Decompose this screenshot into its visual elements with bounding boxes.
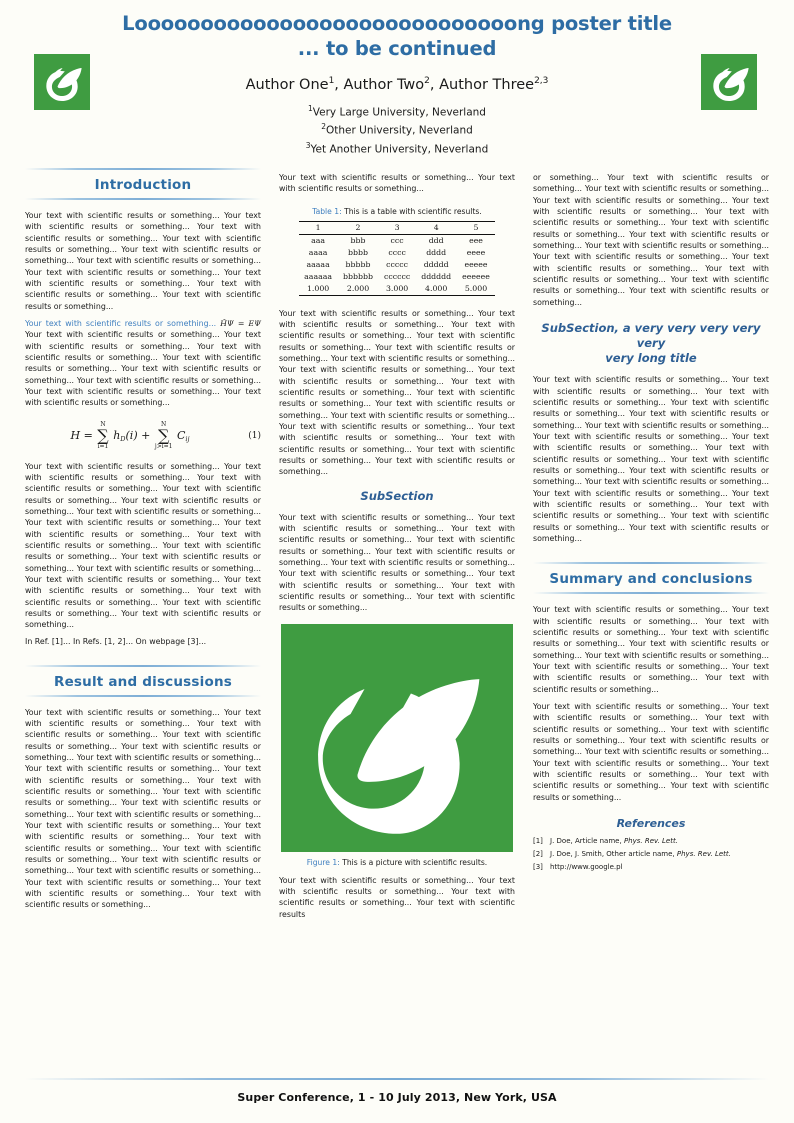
table-row — [299, 259, 496, 271]
summation-2-icon: N ∑ j>i=1 — [154, 420, 173, 450]
table-header-cell: 2 — [338, 221, 379, 234]
table-caption-text: This is a table with scientific results. — [344, 206, 482, 216]
table-caption-label: Table 1: — [312, 206, 342, 216]
reference-journal: Phys. Rev. Lett. — [623, 836, 678, 845]
affiliation-3-mark: 3 — [305, 141, 311, 150]
table-cell: eeee — [466, 248, 486, 258]
equation-lhs: H — [70, 428, 81, 442]
reference-link[interactable]: http://www.google.pl — [550, 863, 623, 872]
table-cell: dddddd — [421, 272, 452, 282]
reference-main-text: J. Doe, Article name, — [550, 836, 624, 845]
equation-plus: + — [141, 428, 151, 442]
inline-formula: ĤΨ = EΨ — [220, 318, 261, 328]
equation-number: (1) — [248, 430, 261, 441]
conference-info: Super Conference, 1 - 10 July 2013, New York, USA — [237, 1091, 557, 1104]
logo-left — [34, 54, 90, 110]
table-cell: eeeeee — [462, 272, 490, 282]
figure-caption-text: This is a picture with scientific results. — [342, 857, 488, 867]
reference-item — [533, 836, 769, 846]
table-cell: ccccc — [386, 260, 409, 270]
reference-item — [533, 862, 769, 872]
table-cell: 3.000 — [379, 283, 416, 296]
summation-1-icon: N ∑ i=1 — [97, 420, 109, 450]
table-cell: 2.000 — [338, 283, 379, 296]
paragraph-mid-after-figure: Your text with scientific results or something... Your text with scientific results or something... Your text with scientific results or something... Your text with scientific results — [279, 875, 515, 919]
table-header-row — [299, 221, 496, 234]
logo-right — [701, 54, 757, 110]
table-header-cell: 1 — [299, 221, 338, 234]
subsection-heading-right-line-1: SubSection, a very very very very very — [541, 320, 761, 351]
table-cell: bbb — [338, 234, 379, 247]
table-cell: ddddd — [423, 260, 449, 270]
table-cell: bbbb — [348, 248, 368, 258]
table-cell: ccc — [379, 234, 416, 247]
paragraph-intro-1: Your text with scientific results or something... Your text with scientific results or something... Your text with scientific results or something... Your text with scientific results or something... Your text with scientific results or something... Your text with scientific results or something... Your text with scientific results or something... Your text with scientific results or something... Your text with scientific results or something... Your text with scientific results or something... — [25, 211, 261, 311]
references-heading: References — [616, 816, 686, 830]
paragraph-right-top: or something... Your text with scientific results or something... Your text with scientific results or something... Your text with scientific results or something... Your text with scientific results or something... Your text with scientific results or something... Your text with scientific results or something... Your text with scientific results or something... Your text with scientific results or something... Your text with scientific results or something... Your text with scientific results or something... Your text with scientific results or something... Your text with scientific results or something... Your text with scientific results or something... — [533, 173, 769, 307]
subsection-heading-right-line-2: very long title — [605, 351, 697, 366]
table-cell: eee — [457, 234, 496, 247]
page-title — [110, 12, 684, 62]
table-header-cell: 3 — [379, 221, 416, 234]
section-heading-results: Result and discussions — [25, 665, 261, 697]
author-2-marks: 2 — [424, 76, 430, 86]
table-cell: cccccc — [384, 272, 411, 282]
reference-journal: Phys. Rev. Lett. — [676, 850, 731, 859]
author-1-marks: 1 — [328, 76, 335, 86]
reference-main-text: J. Doe, J. Smith, Other article name, — [550, 850, 677, 859]
equation-term-2-sub: ij — [185, 434, 190, 443]
table-cell: bbbbb — [345, 260, 371, 270]
table-cell: 1.000 — [299, 283, 338, 296]
table-cell: bbbbbb — [343, 272, 373, 282]
author-3-name: Author Three — [439, 76, 535, 93]
table-cell: 4.000 — [416, 283, 457, 296]
summation-2-upper: N — [161, 420, 167, 428]
author-1-name: Author One — [245, 76, 329, 93]
reference-item — [533, 849, 769, 859]
author-2-name: Author Two — [343, 76, 425, 93]
reference-number: [3] — [533, 863, 543, 872]
paragraph-results-1: Your text with scientific results or something... Your text with scientific results or something... Your text with scientific results or something... Your text with scientific results or something... Your text with scientific results or something... Your text with scientific results or something... Your text with scientific results or something... Your text with scientific results or something... Your text with scientific results or something... Your text with scientific results or something... Your text with scientific results or something... Your text with scientific results or something... Your text with scientific results or something... Your text with scientific results or something... Your text with scientific results or something... Your text with scientific results or something... Your text with scientific results or something... Your text with scientific results or something... Your text with scientific results or something... Your text with scientific results or something... Your text with scientific results or something... — [25, 707, 261, 910]
table-cell: cccc — [388, 248, 406, 258]
affiliation-3 — [110, 141, 684, 156]
results-table — [299, 221, 496, 296]
paragraph-mid-subsection: Your text with scientific results or something... Your text with scientific results or something... Your text with scientific results or something... Your text with scientific results or something... Your text with scientific results or something... Your text with scientific results or something... Your text with scientific results or something... Your text with scientific results or something... Your text with scientific results or something... Your text with scientific results or something... — [279, 512, 515, 613]
affiliation-3-text: Yet Another University, Neverland — [310, 143, 489, 156]
column-right — [533, 166, 769, 875]
table-cell: aaaa — [308, 248, 328, 258]
paragraph-summary-2: Your text with scientific results or something... Your text with scientific results or something... Your text with scientific results or something... Your text with scientific results or something... Your text with scientific results or something... Your text with scientific results or something... Your text with scientific results or something... Your text with scientific results or something... Your text with scientific results or something... Your text with scientific results or something... — [533, 702, 769, 802]
overleaf-logo-large-icon — [281, 624, 513, 852]
summation-1-lower: i=1 — [97, 442, 109, 450]
figure-image — [281, 624, 513, 852]
equation-term-2-var: C — [177, 428, 186, 442]
paragraph-summary-1: Your text with scientific results or something... Your text with scientific results or something... Your text with scientific results or something... Your text with scientific results or something... Your text with scientific results or something... Your text with scientific results or something... Your text with scientific results or something... Your text with scientific results or something... Your text with scientific results or something... — [533, 605, 769, 694]
poster-footer — [25, 1078, 769, 1104]
table-cell: eeeee — [464, 260, 488, 270]
subsection-heading-right — [533, 321, 769, 367]
paragraph-intro-3: Your text with scientific results or something... Your text with scientific results or something... Your text with scientific results or something... Your text with scientific results or something... Your text with scientific results or something... Your text with scientific results or something... Your text with scientific results or something... Your text with scientific results or something... Your text with scientific results or something... Your text with scientific results or something... Your text with scientific results or something... Your text with scientific results or something... Your text with scientific results or something... Your text with scientific results or something... Your text with scientific results or something... Your text with scientific results or something... Your text with scientific results or something... — [25, 461, 261, 630]
equation-term-1-sub: D — [120, 434, 126, 443]
reference-text — [550, 849, 769, 859]
affiliation-1 — [110, 104, 684, 119]
reference-number: [1] — [533, 836, 543, 845]
table-cell: aaaaaa — [304, 272, 333, 282]
table-cell: dddd — [426, 248, 447, 258]
table-cell: ddd — [416, 234, 457, 247]
table-header-cell: 4 — [416, 221, 457, 234]
column-left — [25, 166, 261, 911]
table-header-cell: 5 — [457, 221, 496, 234]
equation-equals: = — [83, 428, 93, 442]
column-middle — [279, 166, 515, 920]
paragraph-intro-citations: In Ref. [1]... In Refs. [1, 2]... On webpage [3]... — [25, 636, 207, 646]
figure-caption — [279, 858, 515, 867]
affiliation-2 — [110, 122, 684, 137]
table-cell: aaa — [299, 234, 338, 247]
affiliation-2-mark: 2 — [321, 122, 326, 131]
paragraph-intro-2-rest: Your text with scientific results or something... Your text with scientific results or something... Your text with scientific results or something... Your text with scientific results or something... Your text with scientific results or something... Your text with scientific results or something... Your text with scientific results or something... Your text with scientific results or something... — [25, 330, 261, 408]
table-caption — [279, 207, 515, 216]
table-row — [299, 247, 496, 259]
summation-1-upper: N — [100, 420, 106, 428]
equation-1 — [25, 422, 261, 450]
overleaf-logo-icon — [34, 54, 90, 110]
reference-text — [550, 836, 769, 846]
paragraph-intro-2 — [25, 318, 261, 409]
table-row — [299, 283, 496, 296]
poster-header — [0, 0, 794, 165]
affiliation-1-text: Very Large University, Neverland — [312, 106, 486, 119]
table-cell: 5.000 — [457, 283, 496, 296]
table-row — [299, 234, 496, 247]
overleaf-logo-icon — [701, 54, 757, 110]
author-3-marks: 2,3 — [534, 76, 549, 86]
table-row — [299, 271, 496, 283]
author-list: Author One$^1$, Author Two$^2$, Author Three$^{2,3}$ — [245, 76, 549, 93]
equation-term-1-var: h — [113, 428, 121, 442]
subsection-heading-mid: SubSection — [360, 488, 434, 503]
summation-2-lower: j>i=1 — [154, 442, 173, 450]
table-head — [299, 221, 496, 234]
title-line-1: Looooooooooooooooooooooooooooong poster title — [122, 12, 672, 35]
equation-term-1-arg: (i) — [125, 428, 138, 442]
equation-1-body — [25, 422, 235, 450]
affiliation-1-mark: 1 — [308, 104, 313, 113]
section-heading-introduction: Introduction — [25, 168, 261, 200]
footer-divider — [25, 1078, 769, 1080]
table-cell: aaaaa — [306, 260, 330, 270]
section-heading-summary: Summary and conclusions — [533, 562, 769, 594]
paragraph-mid-top: Your text with scientific results or something... Your text with scientific results or something... — [279, 173, 515, 194]
figure-caption-label: Figure 1: — [306, 857, 340, 867]
paragraph-mid-after-table: Your text with scientific results or something... Your text with scientific results or something... Your text with scientific results or something... Your text with scientific results or something... Your text with scientific results or something... Your text with scientific results or something... Your text with scientific results or something... Your text with scientific results or something... Your text with scientific results or something... Your text with scientific results or something... Your text with scientific results or something... Your text with scientific results or something... Your text with scientific results or something... Your text with scientific results or something... Your text with scientific results or something... Your text with scientific results or something... Your text with scientific results or something... — [279, 308, 515, 477]
affiliation-2-text: Other University, Neverland — [326, 124, 473, 137]
table-body — [299, 234, 496, 295]
reference-number: [2] — [533, 850, 543, 859]
paragraph-right-subsection: Your text with scientific results or something... Your text with scientific results or something... Your text with scientific results or something... Your text with scientific results or something... Your text with scientific results or something... Your text with scientific results or something... Your text with scientific results or something... Your text with scientific results or something... Your text with scientific results or something... Your text with scientific results or something... Your text with scientific results or something... Your text with scientific results or something... Your text with scientific results or something... Your text with scientific results or something... Your text with scientific results or something... Your text with scientific results or something... Your text with scientific results or something... — [533, 375, 769, 544]
title-line-2: ... to be continued — [297, 36, 497, 60]
inline-blue-text: Your text with scientific results or something... — [25, 318, 217, 328]
